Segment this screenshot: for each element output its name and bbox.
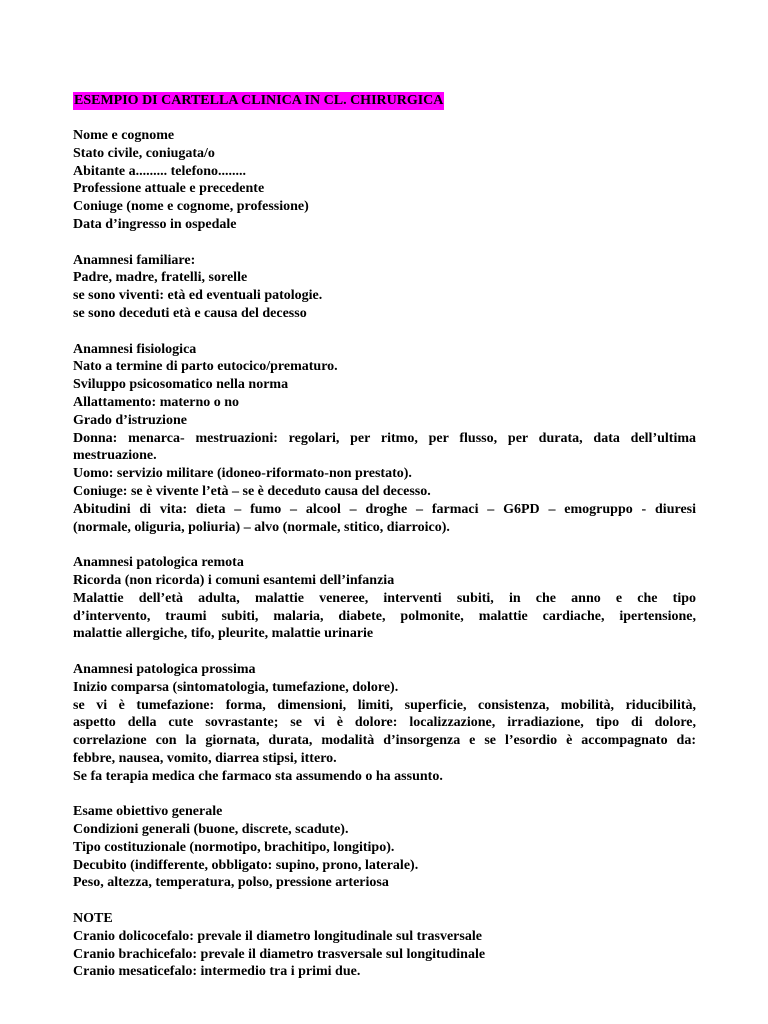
text-line: Stato civile, coniugata/o: [73, 145, 215, 161]
document-body: [73, 127, 696, 981]
text-line: Inizio comparsa (sintomatologia, tumefazione, dolore).: [73, 679, 399, 695]
text-line: aspetto della cute sovrastante; se vi è dolore: localizzazione, irradiazione, tipo di dolore,: [73, 715, 696, 731]
text-line: Allattamento: materno o no: [73, 394, 240, 410]
text-line: se sono viventi: età ed eventuali patologie.: [73, 288, 323, 304]
text-line: Cranio mesaticefalo: intermedio tra i primi due.: [73, 964, 361, 980]
text-line: Uomo: servizio militare (idoneo-riformato-non prestato).: [73, 466, 412, 482]
section-heading: NOTE: [73, 911, 113, 927]
text-line: se vi è tumefazione: forma, dimensioni, limiti, superficie, consistenza, mobilità, riducibilità,: [73, 697, 696, 713]
text-line: Se fa terapia medica che farmaco sta assumendo o ha assunto.: [73, 768, 443, 784]
section-heading: Anamnesi patologica prossima: [73, 661, 256, 677]
text-line: febbre, nausea, vomito, diarrea stipsi, ittero.: [73, 750, 337, 766]
text-line: correlazione con la giornata, durata, modalità d’insorgenza e se l’esordio è accompagnato da:: [73, 733, 696, 749]
text-line: Coniuge: se è vivente l’età – se è deceduto causa del decesso.: [73, 483, 431, 499]
text-line: Padre, madre, fratelli, sorelle: [73, 270, 248, 286]
text-line: Abitudini di vita: dieta – fumo – alcool – droghe – farmaci – G6PD – emogruppo - diuresi: [73, 501, 696, 517]
text-line: Cranio dolicocefalo: prevale il diametro longitudinale sul trasversale: [73, 928, 482, 944]
text-line: (normale, oliguria, poliuria) – alvo (normale, stitico, diarroico).: [73, 519, 450, 535]
text-line: Peso, altezza, temperatura, polso, pressione arteriosa: [73, 875, 389, 891]
document-title: ESEMPIO DI CARTELLA CLINICA IN CL. CHIRURGICA: [74, 93, 444, 108]
text-line: Professione attuale e precedente: [73, 181, 265, 197]
text-line: Nato a termine di parto eutocico/prematuro.: [73, 359, 338, 375]
text-line: se sono deceduti età e causa del decesso: [73, 305, 307, 321]
text-line: Grado d’istruzione: [73, 412, 187, 428]
document-section: [73, 803, 696, 892]
section-heading: Anamnesi familiare:: [73, 252, 196, 268]
text-line: Sviluppo psicosomatico nella norma: [73, 377, 289, 393]
document-section: [73, 341, 696, 537]
text-line: Coniuge (nome e cognome, professione): [73, 199, 309, 215]
document-section: [73, 252, 696, 323]
text-line: d’intervento, traumi subiti, malaria, diabete, polmonite, malattie cardiache, ipertensione,: [73, 608, 696, 624]
section-heading: Esame obiettivo generale: [73, 804, 223, 820]
text-line: Cranio brachicefalo: prevale il diametro trasversale sul longitudinale: [73, 946, 486, 962]
document-section: [73, 554, 696, 643]
text-line: Decubito (indifferente, obbligato: supino, prono, laterale).: [73, 857, 419, 873]
text-line: mestruazione.: [73, 448, 157, 464]
text-line: Ricorda (non ricorda) i comuni esantemi dell’infanzia: [73, 572, 395, 588]
text-line: Tipo costituzionale (normotipo, brachitipo, longitipo).: [73, 839, 395, 855]
document-section: [73, 910, 696, 981]
document-section: [73, 661, 696, 786]
text-line: Data d’ingresso in ospedale: [73, 216, 237, 232]
section-heading: Anamnesi patologica remota: [73, 555, 244, 571]
text-line: Donna: menarca- mestruazioni: regolari, per ritmo, per flusso, per durata, data dell’ultima: [73, 430, 696, 446]
section-heading: Nome e cognome: [73, 128, 175, 143]
section-heading: Anamnesi fisiologica: [73, 341, 197, 357]
text-line: Malattie dell’età adulta, malattie veneree, interventi subiti, in che anno e che tipo: [73, 590, 696, 606]
text-line: Condizioni generali (buone, discrete, scadute).: [73, 822, 349, 838]
text-line: malattie allergiche, tifo, pleurite, malattie urinarie: [73, 626, 374, 642]
text-line: Abitante a......... telefono........: [73, 163, 247, 179]
document-section: [73, 127, 696, 234]
